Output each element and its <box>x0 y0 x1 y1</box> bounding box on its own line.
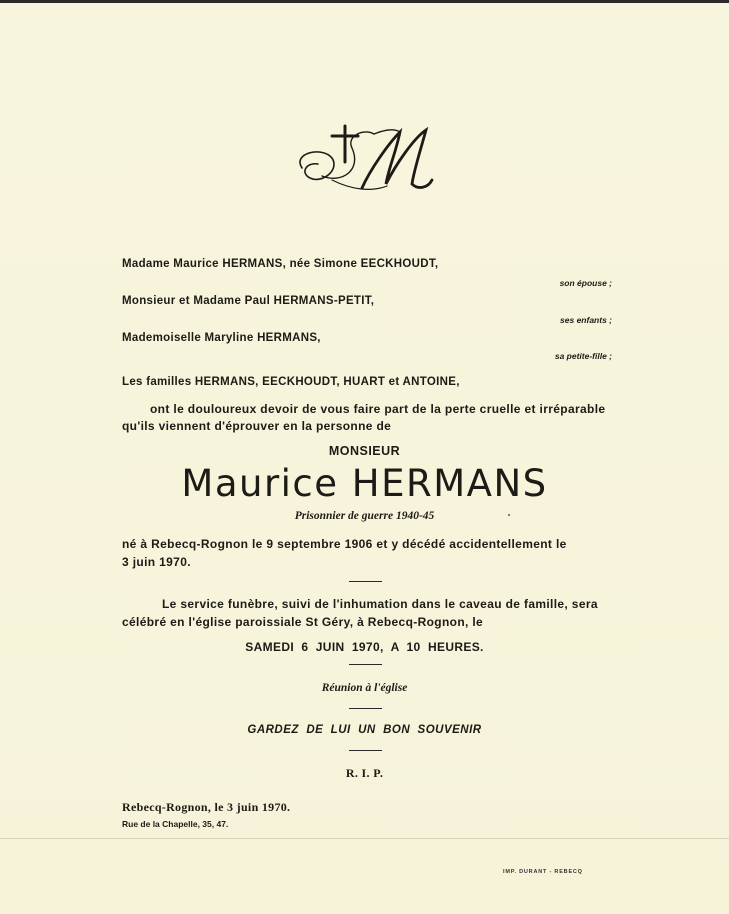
service-datetime: SAMEDI 6 JUIN 1970, A 10 HEURES. <box>245 640 484 654</box>
deceased-title: MONSIEUR <box>328 444 401 458</box>
separator-1 <box>349 581 382 582</box>
service-text-2: célébré en l'église paroissiale St Géry, à Rebecq-Rognon, le <box>122 615 484 629</box>
separator-3 <box>349 708 382 709</box>
service-text-1: Le service funèbre, suivi de l'inhumation dans le caveau de famille, sera <box>162 597 598 611</box>
rip-text: R. I. P. <box>345 766 384 780</box>
deceased-subtitle: Prisonnier de guerre 1940-45 <box>294 510 435 522</box>
separator-2 <box>349 664 382 665</box>
intro-text-2: qu'ils viennent d'éprouver en la personne de <box>122 419 392 433</box>
birth-death-text-1: né à Rebecq-Rognon le 9 septembre 1906 et y décédé accidentellement le <box>122 537 567 551</box>
family-line-families: Les familles HERMANS, EECKHOUDT, HUART et ANTOINE, <box>122 376 460 388</box>
separator-4 <box>349 750 382 751</box>
family-line-spouse: Madame Maurice HERMANS, née Simone EECKHOUDT, <box>122 258 439 270</box>
printer-imprint: IMP. DURANT - REBECQ <box>503 869 583 875</box>
relation-children: ses enfants ; <box>560 315 612 325</box>
top-border <box>0 0 729 3</box>
family-line-children: Monsieur et Madame Paul HERMANS-PETIT, <box>122 295 375 307</box>
place-date: Rebecq-Rognon, le 3 juin 1970. <box>122 800 291 814</box>
family-line-granddaughter: Mademoiselle Maryline HERMANS, <box>122 332 321 344</box>
deceased-name: Maurice HERMANS <box>181 462 548 505</box>
intro-text-1: ont le douloureux devoir de vous faire part de la perte cruelle et irréparable <box>150 402 606 416</box>
speck-mark <box>508 514 510 516</box>
relation-granddaughter: sa petite-fille ; <box>554 351 612 361</box>
fold-line <box>0 838 729 839</box>
remember-text: GARDEZ DE LUI UN BON SOUVENIR <box>247 724 482 736</box>
birth-death-text-2: 3 juin 1970. <box>122 555 191 569</box>
relation-spouse: son épouse ; <box>559 278 612 288</box>
address: Rue de la Chapelle, 35, 47. <box>122 819 229 829</box>
meeting-note: Réunion à l'église <box>321 682 408 694</box>
cross-monogram-icon <box>292 118 442 208</box>
